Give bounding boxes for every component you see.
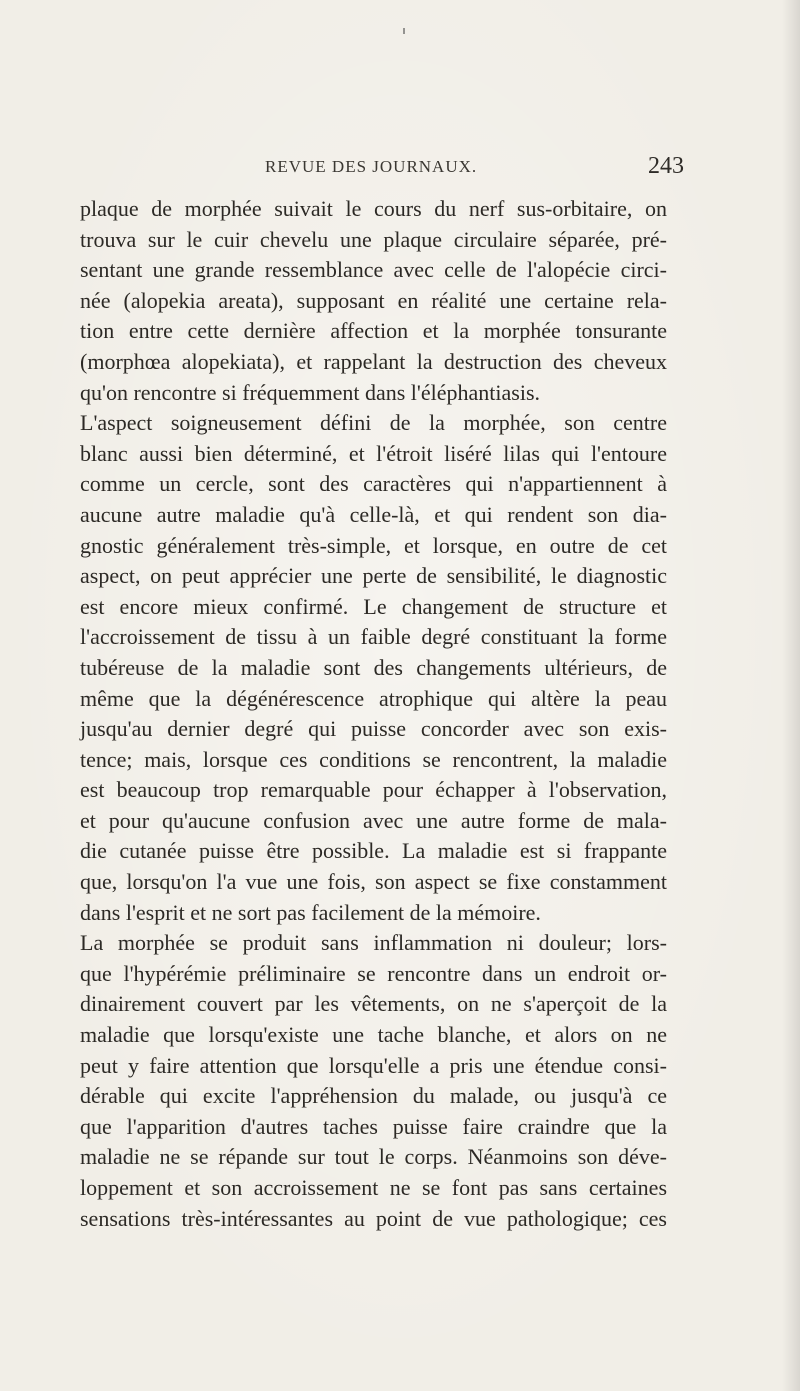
- text-line: l'accroissement de tissu à un faible degré constituant la forme: [80, 624, 667, 650]
- text-line: même que la dégénérescence atrophique qui altère la peau: [80, 685, 667, 711]
- page-number: 243: [648, 153, 684, 179]
- text-line: dinairement couvert par les vêtements, on ne s'aperçoit de la: [80, 991, 667, 1017]
- page-header: [80, 153, 684, 185]
- text-line: La morphée se produit sans inflammation ni douleur; lors-: [80, 930, 667, 956]
- text-line: maladie que lorsqu'existe une tache blanche, et alors on ne: [80, 1022, 667, 1048]
- text-line: L'aspect soigneusement défini de la morphée, son centre: [80, 410, 667, 436]
- page-edge-shadow: [782, 0, 800, 1391]
- text-line: est encore mieux confirmé. Le changement de structure et: [80, 593, 667, 619]
- text-line: que l'hypérémie préliminaire se rencontre dans un endroit or-: [80, 960, 667, 986]
- text-line: blanc aussi bien déterminé, et l'étroit liséré lilas qui l'entoure: [80, 440, 667, 466]
- text-line: aucune autre maladie qu'à celle-là, et qui rendent son dia-: [80, 501, 667, 527]
- body-text: [80, 194, 667, 1234]
- text-line: qu'on rencontre si fréquemment dans l'éléphantiasis.: [80, 379, 541, 405]
- text-line: tubéreuse de la maladie sont des changements ultérieurs, de: [80, 654, 667, 680]
- text-line: die cutanée puisse être possible. La maladie est si frappante: [80, 838, 667, 864]
- text-line: (morphœa alopekiata), et rappelant la destruction des cheveux: [80, 348, 667, 374]
- text-line: comme un cercle, sont des caractères qui n'appartiennent à: [80, 471, 667, 497]
- ink-speck: [403, 28, 405, 34]
- text-line: jusqu'au dernier degré qui puisse concorder avec son exis-: [80, 716, 667, 742]
- text-line: sensations très-intéressantes au point de vue pathologique; ces: [80, 1205, 667, 1231]
- text-line: gnostic généralement très-simple, et lorsque, en outre de cet: [80, 532, 667, 558]
- text-line: tence; mais, lorsque ces conditions se rencontrent, la maladie: [80, 746, 667, 772]
- text-line: est beaucoup trop remarquable pour échapper à l'observation,: [80, 777, 667, 803]
- text-line: que, lorsqu'on l'a vue une fois, son aspect se fixe constamment: [80, 869, 667, 895]
- text-line: sentant une grande ressemblance avec celle de l'alopécie circi-: [80, 257, 667, 283]
- text-line: aspect, on peut apprécier une perte de sensibilité, le diagnostic: [80, 563, 667, 589]
- text-line: et pour qu'aucune confusion avec une autre forme de mala-: [80, 807, 667, 833]
- text-line: dans l'esprit et ne sort pas facilement de la mémoire.: [80, 899, 541, 925]
- text-line: maladie ne se répande sur tout le corps. Néanmoins son déve-: [80, 1144, 667, 1170]
- running-head: REVUE DES JOURNAUX.: [265, 157, 478, 176]
- text-line: dérable qui excite l'appréhension du malade, ou jusqu'à ce: [80, 1083, 667, 1109]
- text-line: née (alopekia areata), supposant en réalité une certaine rela-: [80, 287, 667, 313]
- text-line: tion entre cette dernière affection et la morphée tonsurante: [80, 318, 667, 344]
- text-line: trouva sur le cuir chevelu une plaque circulaire séparée, pré-: [80, 226, 667, 252]
- text-line: peut y faire attention que lorsqu'elle a pris une étendue consi-: [80, 1052, 667, 1078]
- text-line: que l'apparition d'autres taches puisse faire craindre que la: [80, 1113, 667, 1139]
- text-line: plaque de morphée suivait le cours du nerf sus-orbitaire, on: [80, 196, 667, 221]
- text-line: loppement et son accroissement ne se font pas sans certaines: [80, 1175, 667, 1200]
